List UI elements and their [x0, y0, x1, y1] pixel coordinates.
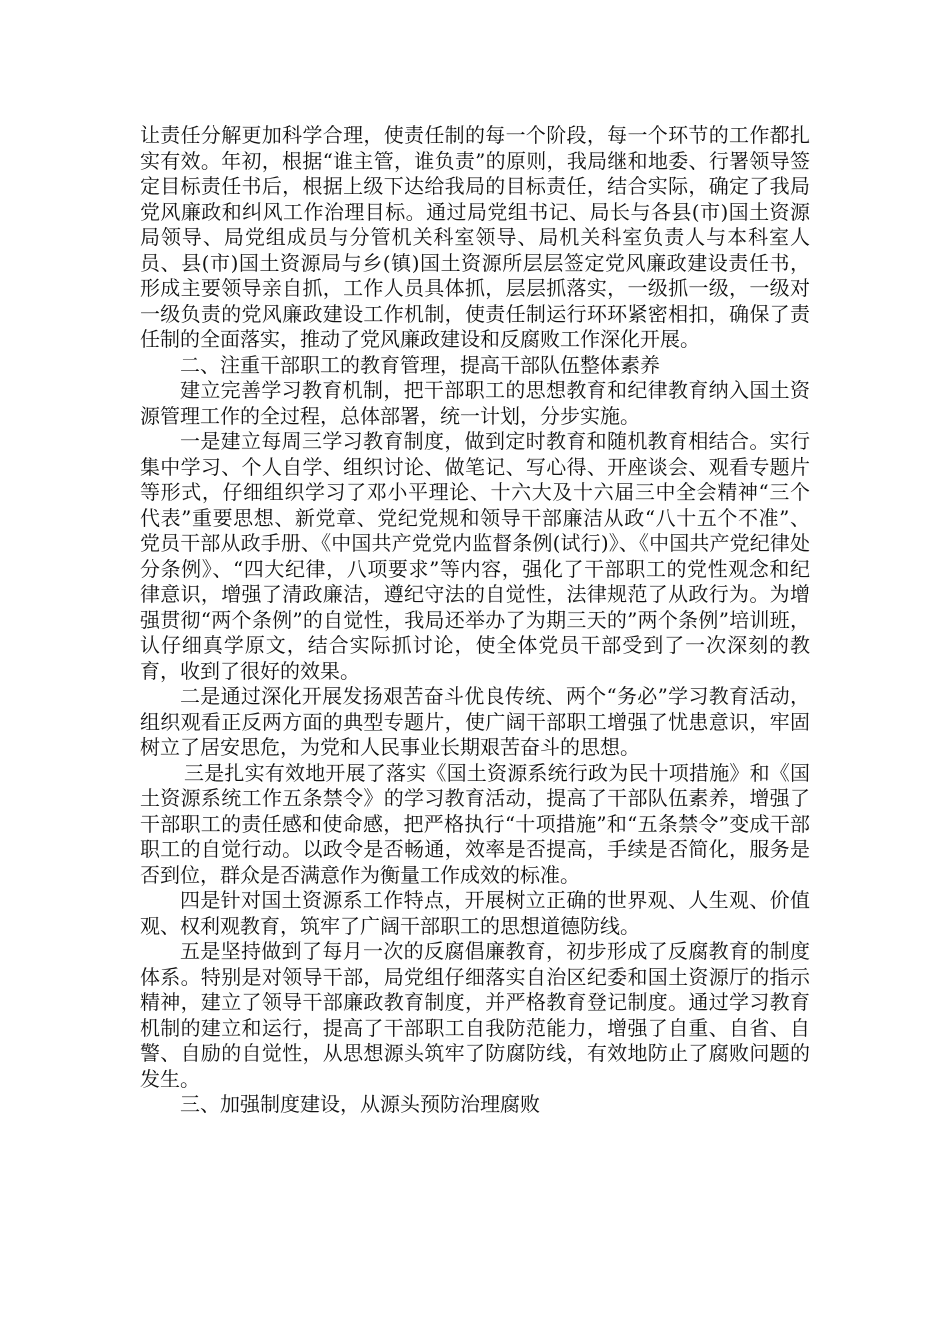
paragraph-item-4: 四是针对国土资源系工作特点，开展树立正确的世界观、人生观、价值观、权利观教育，筑牢了广阔干部职工的思想道德防线。 [140, 888, 810, 938]
paragraph-item-3: 三是扎实有效地开展了落实《国土资源系统行政为民十项措施》和《国土资源系统工作五条禁令》的学习教育活动，提高了干部队伍素养，增强了干部职工的责任感和使命感，把严格执行“十项措施”和“五条禁令”变成干部职工的自觉行动。以政令是否畅通，效率是否提高，手续是否简化，服务是否到位，群众是否满意作为衡量工作成效的标准。 [140, 760, 810, 887]
paragraph-education-mechanism: 建立完善学习教育机制，把干部职工的思想教育和纪律教育纳入国土资源管理工作的全过程，总体部署，统一计划，分步实施。 [140, 378, 810, 428]
document-body [140, 123, 810, 1118]
section-heading-2: 二、注重干部职工的教育管理，提高干部队伍整体素养 [180, 352, 660, 377]
section-heading-3: 三、加强制度建设，从源头预防治理腐败 [180, 1092, 540, 1116]
paragraph-continuation: 让责任分解更加科学合理，使责任制的每一个阶段，每一个环节的工作都扎实有效。年初，根据“谁主管，谁负责”的原则，我局继和地委、行署领导签定目标责任书后，根据上级下达给我局的目标责任，结合实际，确定了我局党风廉政和纠风工作治理目标。通过局党组书记、局长与各县(市)国土资源局领导、局党组成员与分管机关科室领导、局机关科室负责人与本科室人员、县(市)国土资源局与乡(镇)国土资源所层层签定党风廉政建设责任书，形成主要领导亲自抓，工作人员具体抓，层层抓落实，一级抓一级，一级对一级负责的党风廉政建设工作机制，使责任制运行环环紧密相扣，确保了责任制的全面落实，推动了党风廉政建设和反腐败工作深化开展。 [140, 123, 810, 351]
paragraph-item-1: 一是建立每周三学习教育制度，做到定时教育和随机教育相结合。实行集中学习、个人自学、组织讨论、做笔记、写心得、开座谈会、观看专题片等形式，仔细组织学习了邓小平理论、十六大及十六届三中全会精神“三个代表”重要思想、新党章、党纪党规和领导干部廉洁从政“八十五个不准”、党员干部从政手册、《中国共产党党内监督条例(试行)》、《中国共产党纪律处分条例》、“四大纪律，八项要求”等内容，强化了干部职工的党性观念和纪律意识，增强了清政廉洁，遵纪守法的自觉性，法律规范了从政行为。为增强贯彻“两个条例”的自觉性，我局还举办了为期三天的”两个条例”培训班，认仔细真学原文，结合实际抓讨论，使全体党员干部受到了一次深刻的教育，收到了很好的效果。 [140, 429, 810, 683]
paragraph-item-2: 二是通过深化开展发扬艰苦奋斗优良传统、两个“务必”学习教育活动，组织观看正反两方面的典型专题片，使广阔干部职工增强了忧患意识，牢固树立了居安思危，为党和人民事业长期艰苦奋斗的思想。 [140, 684, 810, 759]
paragraph-item-5: 五是坚持做到了每月一次的反腐倡廉教育，初步形成了反腐教育的制度体系。特别是对领导干部，局党组仔细落实自治区纪委和国土资源厅的指示精神，建立了领导干部廉政教育制度，并严格教育登记制度。通过学习教育机制的建立和运行，提高了干部职工自我防范能力，增强了自重、自省、自警、自励的自觉性，从思想源头筑牢了防腐防线，有效地防止了腐败问题的发生。 [140, 939, 810, 1091]
